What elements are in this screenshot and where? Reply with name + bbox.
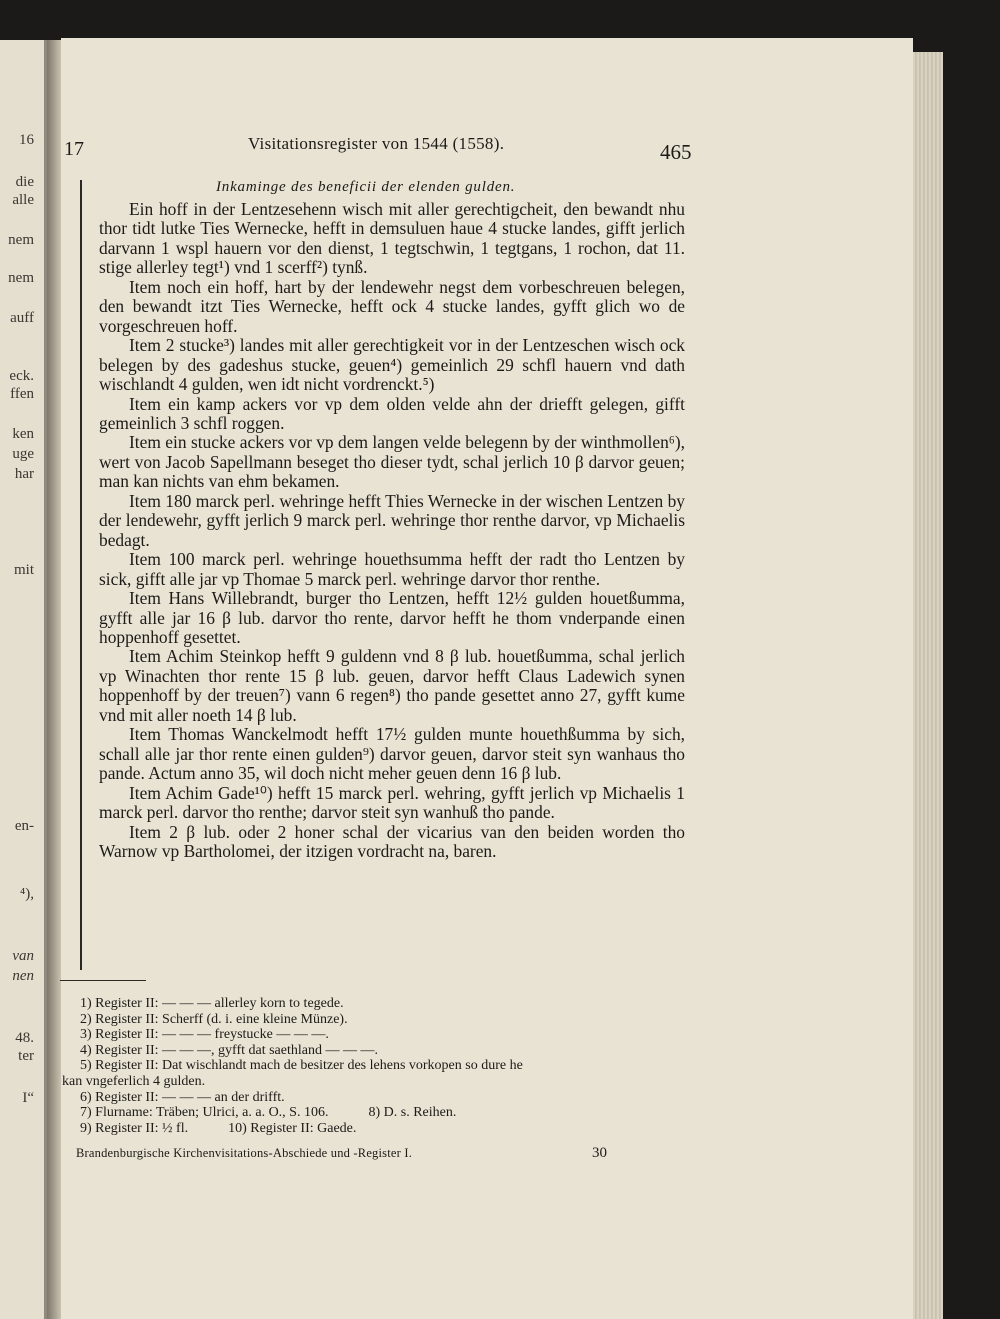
margin-fragment: nem	[8, 270, 34, 286]
paragraph: Item ein stucke ackers vor vp dem langen velde belegenn by der winthmollen⁶), wert von Jacob Sapellmann beseget tho dieser tydt, schal jerlich 10 β darvor geuen; man kan nichts van ehm bekamen.	[99, 432, 685, 492]
margin-fragment: uge	[12, 446, 34, 462]
header-reference-number: 17	[64, 138, 84, 160]
paragraph: Item ein kamp ackers vor vp dem olden velde ahn der driefft gelegen, gifft gemeinlich 3 schfl roggen.	[99, 393, 685, 433]
paragraph: Item Thomas Wanckelmodt hefft 17½ gulden munte houethßumma by sich, schall alle jar thor rente einen gulden⁹) darvor geuen, darvor steit syn wanhaus tho pande. Actum anno 35, wil doch nicht meher geuen denn 16 β lub.	[99, 724, 685, 784]
footnote-pair	[80, 1121, 690, 1137]
margin-fragment: alle	[12, 192, 34, 208]
margin-fragment: ffen	[10, 386, 34, 402]
footer-credit: Brandenburgische Kirchenvisitations-Abschiede und -Register I.	[76, 1146, 413, 1160]
page-edges	[913, 52, 943, 1319]
footnote: 6) Register II: — — — an der drifft.	[80, 1089, 285, 1105]
paragraph: Item Achim Steinkop hefft 9 guldenn vnd 8 β lub. houetßumma, schal jerlich vp Winachten thor rente 15 β lub. geuen, darvor hefft Claus Ladewich synen hoppenhoff by der treuen⁷) vann 6 regen⁸) tho pande gesettet anno 27, gyfft kume vnd mit aller noeth 14 β lub.	[99, 646, 685, 725]
margin-fragment: van	[12, 948, 34, 964]
margin-fragment: 16	[19, 132, 34, 148]
margin-fragment: ter	[18, 1048, 34, 1064]
paragraph: Item noch ein hoff, hart by der lendewehr negst dem vorbeschreuen belegen, den bewandt itzt Ties Wernecke, hefft ock 4 stucke landes, gyfft glich wo de vorgeschreuen hoff.	[99, 276, 685, 336]
margin-fragment: nen	[12, 968, 34, 984]
paragraph: Item Achim Gade¹⁰) hefft 15 marck perl. wehring, gyfft jerlich vp Michaelis 1 marck perl. darvor tho renthe; darvor steit syn wanhuß tho pande.	[99, 782, 685, 823]
footnote: 1) Register II: — — — allerley korn to tegede.	[80, 996, 344, 1011]
footnote: 8) D. s. Reihen.	[368, 1105, 457, 1121]
footnote: 2) Register II: Scherff (d. i. eine kleine Münze).	[80, 1011, 348, 1027]
footnote-continuation: kan vngeferlich 4 gulden.	[62, 1073, 206, 1089]
footnote: 3) Register II: — — — freystucke — — —.	[80, 1027, 329, 1043]
margin-fragment: I“	[22, 1090, 34, 1106]
paragraph: Ein hoff in der Lentzesehenn wisch mit aller gerechtigcheit, den bewandt nhu thor tidt lutke Ties Wernecke, hefft in demsuluen haue 4 stucke landes, gifft jerlich darvann 1 wspl hauern vor den dienst, 1 tegtschwin, 1 tegtgans, 1 rochon, dat 11. stige allerley tegt¹) vnd 1 scerff²) tynß.	[99, 199, 685, 278]
paragraph: Item 180 marck perl. wehringe hefft Thies Wernecke in der wischen Lentzen by der lendewehr, gyfft jerlich 9 marck perl. wehringe thor renthe darvor, vp Michaelis bedagt.	[99, 490, 685, 550]
footnote: 4) Register II: — — —, gyfft dat saethland — — —.	[80, 1042, 378, 1058]
footnote: 10) Register II: Gaede.	[228, 1120, 357, 1136]
running-header: Visitationsregister von 1544 (1558).	[248, 134, 505, 153]
footnote: 5) Register II: Dat wischlandt mach de besitzer des lehens vorkopen so dure he	[80, 1058, 523, 1074]
footnote: 7) Flurname: Träben; Ulrici, a. a. O., S. 106.	[80, 1105, 329, 1121]
margin-fragment: ken	[12, 426, 34, 442]
margin-fragment: die	[15, 174, 34, 190]
margin-fragment: 48.	[15, 1030, 34, 1046]
margin-fragment: eck.	[9, 368, 34, 384]
footnotes	[62, 996, 690, 1136]
paragraph: Item 2 β lub. oder 2 honer schal der vicarius van den beiden worden tho Warnow vp Bartholomei, der itzigen vordracht na, baren.	[99, 821, 685, 861]
body-text	[99, 200, 685, 861]
signature-number: 30	[592, 1145, 607, 1161]
margin-fragment: nem	[8, 232, 34, 248]
paragraph: Item Hans Willebrandt, burger tho Lentzen, hefft 12½ gulden houetßumma, gyfft alle jar 16 β lub. darvor tho rente, darvor hefft he thom vnderpande einen hoppenhoff gesettet.	[99, 588, 685, 647]
page-number: 465	[660, 140, 692, 164]
margin-fragment: ⁴),	[20, 886, 34, 902]
margin-fragment: mit	[13, 562, 34, 578]
footnote: 9) Register II: ½ fl.	[80, 1120, 189, 1136]
footnote-pair	[80, 1105, 690, 1121]
margin-fragment: har	[14, 466, 34, 482]
book-gutter	[47, 40, 61, 1319]
previous-page-edge	[0, 40, 47, 1319]
margin-fragment: auff	[10, 310, 34, 326]
footnote-rule	[60, 980, 146, 981]
background-right	[943, 40, 1000, 1319]
section-heading: Inkaminge des beneficii der elenden gulden.	[216, 179, 516, 195]
margin-fragment: en-	[14, 818, 34, 834]
paragraph: Item 100 marck perl. wehringe houethsumma hefft der radt tho Lentzen by sick, gifft alle jar vp Thomae 5 marck perl. wehringe darvor thor renthe.	[99, 549, 685, 589]
margin-rule	[80, 180, 82, 970]
paragraph: Item 2 stucke³) landes mit aller gerechtigkeit vor in der Lentzeschen wisch ock belegen by des gadeshus stucke, geuen⁴) gemeinlich 29 schfl hauern vnd dath wischlandt 4 gulden, wen idt nicht vordrenckt.⁵)	[99, 335, 685, 395]
